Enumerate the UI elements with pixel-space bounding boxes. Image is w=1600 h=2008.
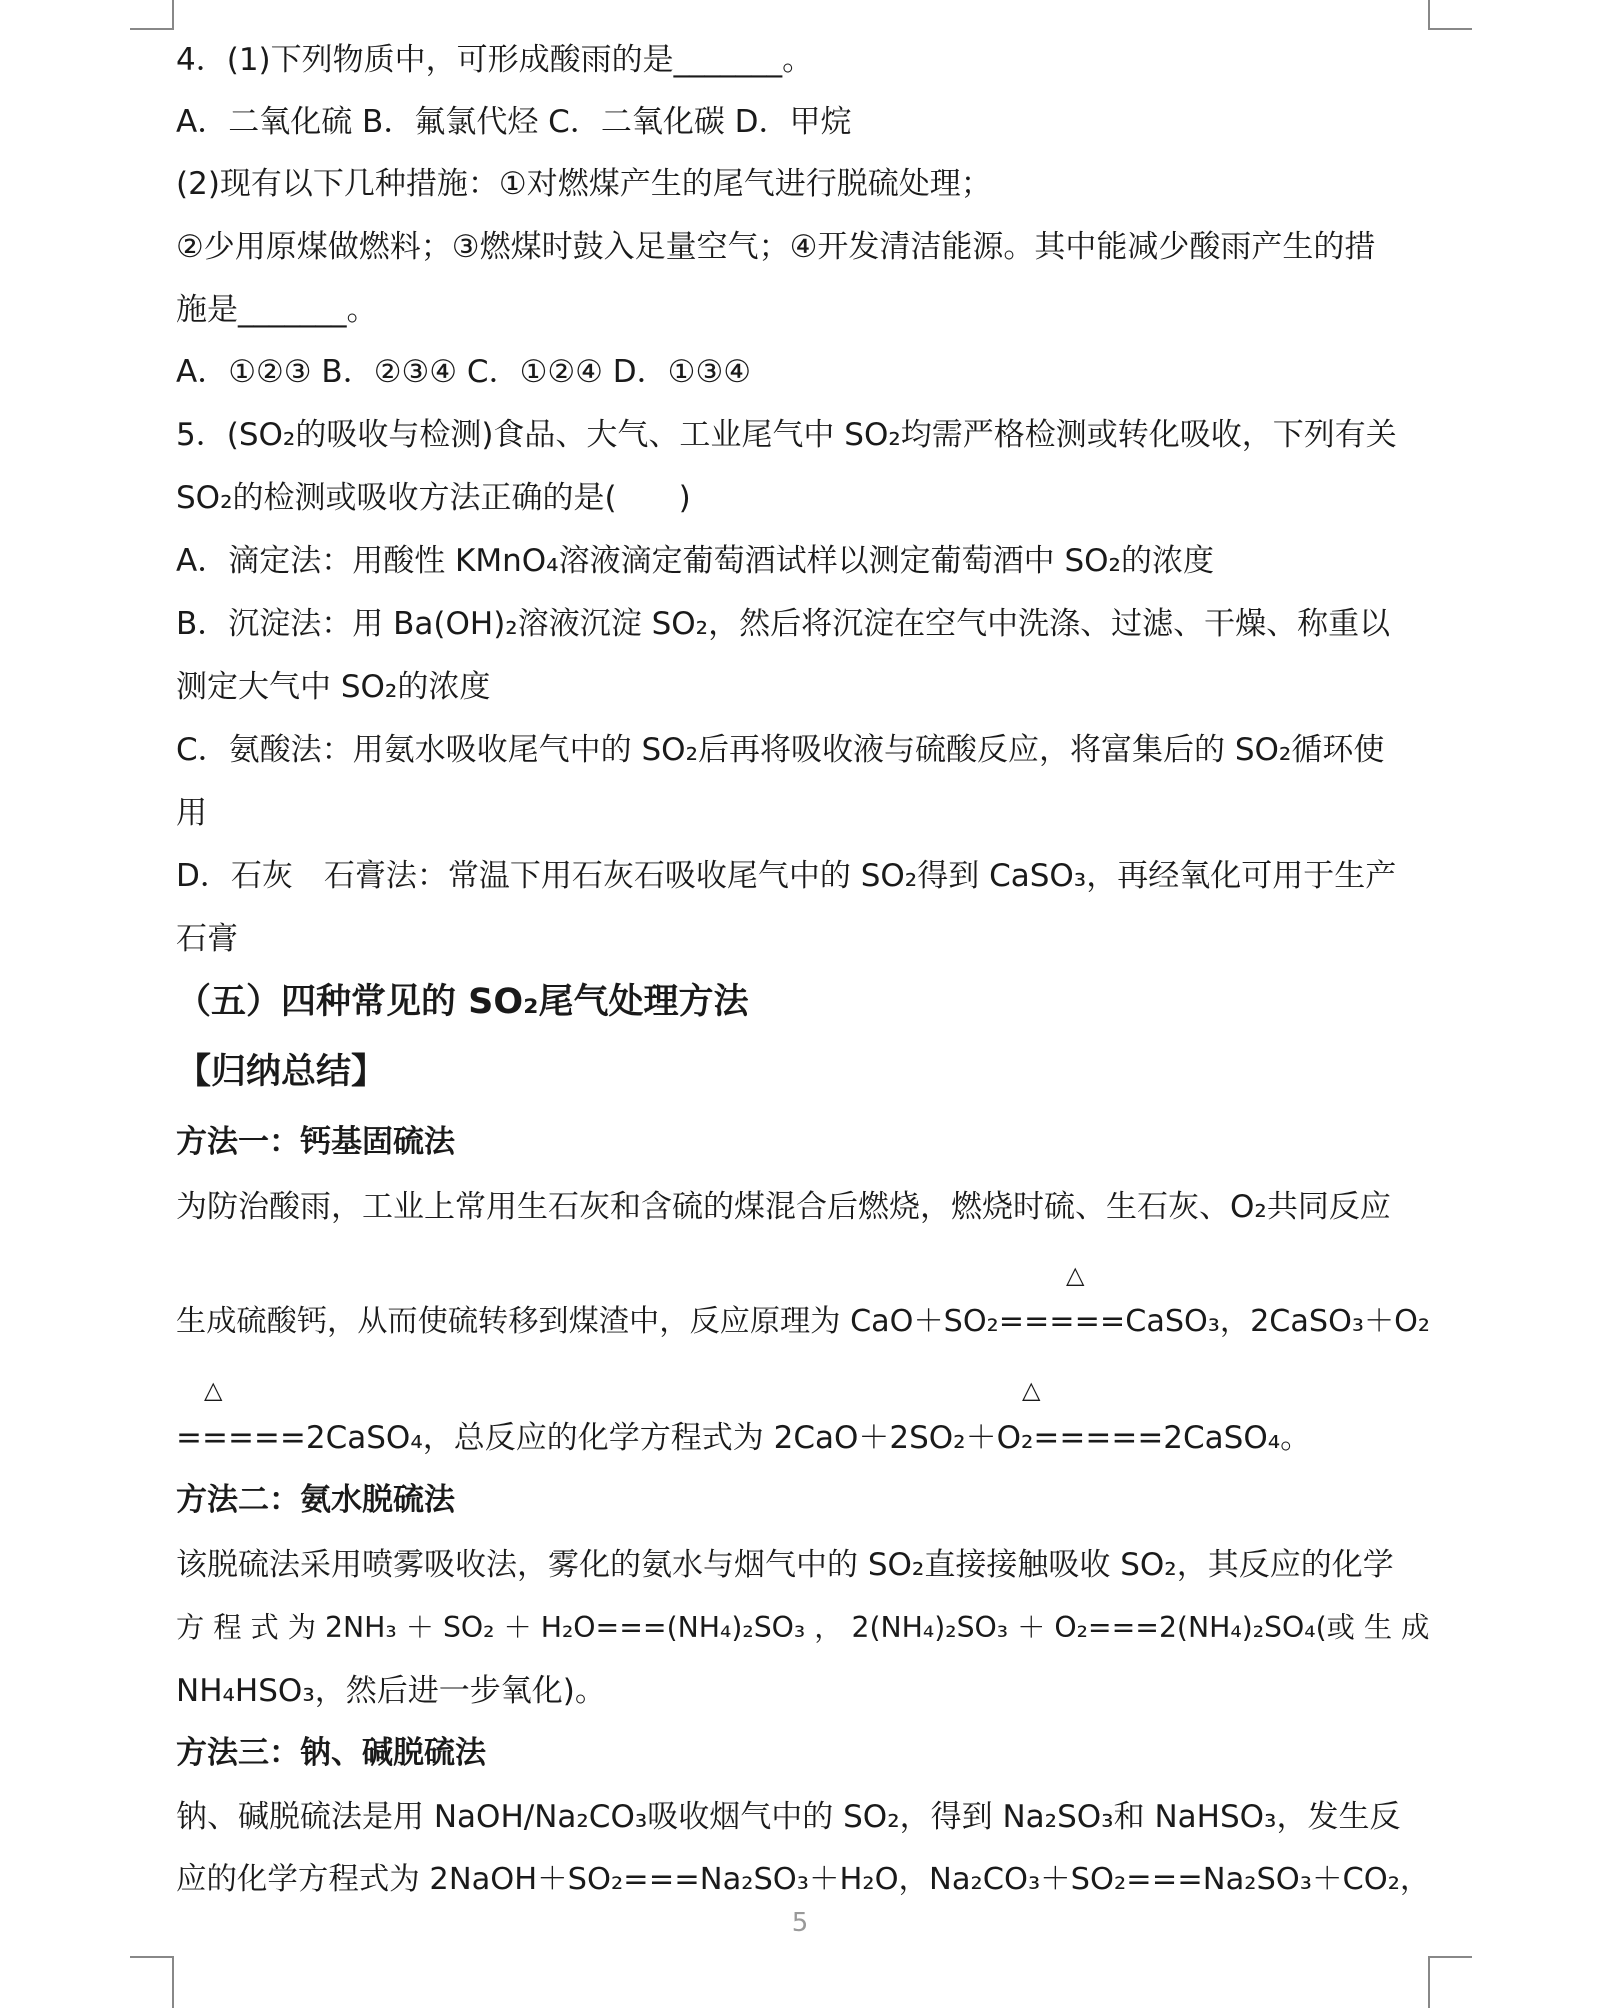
q5-option-c-line2: 用 bbox=[176, 795, 207, 831]
q5-option-a: A．滴定法：用酸性 KMnO₄溶液滴定葡萄酒试样以测定葡萄酒中 SO₂的浓度 bbox=[176, 543, 1214, 579]
method1-heading: 方法一：钙基固硫法 bbox=[176, 1124, 455, 1160]
q5-stem-line2: SO₂的检测或吸收方法正确的是( ) bbox=[176, 480, 691, 516]
q4-part2-line: (2)现有以下几种措施：①对燃煤产生的尾气进行脱硫处理； bbox=[176, 166, 992, 202]
heating-triangle-3: △ bbox=[1022, 1376, 1041, 1404]
q4-part2-measures: ②少用原煤做燃料；③燃煤时鼓入足量空气；④开发清洁能源。其中能减少酸雨产生的措 bbox=[176, 229, 1376, 265]
q4-part2-options: A．①②③ B．②③④ C．①②④ D．①③④ bbox=[176, 354, 752, 390]
crop-mark-top-left-h bbox=[130, 28, 174, 30]
method1-text-line3: =====2CaSO₄，总反应的化学方程式为 2CaO＋2SO₂＋O₂=====2CaSO₄。 bbox=[176, 1420, 1312, 1456]
method3-text-line2: 应的化学方程式为 2NaOH＋SO₂===Na₂SO₃＋H₂O，Na₂CO₃＋SO₂===Na₂SO₃＋CO₂， bbox=[176, 1862, 1431, 1897]
method2-text-line2: 方 程 式 为 2NH₃ ＋ SO₂ ＋ H₂O===(NH₄)₂SO₃ ， 2(NH₄)₂SO₃ ＋ O₂===2(NH₄)₂SO₄(或 生 成 bbox=[176, 1611, 1430, 1644]
heating-triangle-2: △ bbox=[204, 1376, 223, 1404]
method3-text-line1: 钠、碱脱硫法是用 NaOH/Na₂CO₃吸收烟气中的 SO₂，得到 Na₂SO₃和 NaHSO₃，发生反 bbox=[176, 1799, 1401, 1835]
crop-mark-top-left bbox=[172, 0, 174, 28]
q5-stem-line1: 5．(SO₂的吸收与检测)食品、大气、工业尾气中 SO₂均需严格检测或转化吸收，下列有关 bbox=[176, 417, 1397, 453]
crop-mark-bottom-right-h bbox=[1428, 1956, 1472, 1958]
crop-mark-bottom-left-h bbox=[130, 1956, 174, 1958]
method1-text-line2: 生成硫酸钙，从而使硫转移到煤渣中，反应原理为 CaO＋SO₂=====CaSO₃，2CaSO₃＋O₂ bbox=[176, 1304, 1431, 1339]
q4-part1-line: 4．(1)下列物质中，可形成酸雨的是_______。 bbox=[176, 42, 814, 78]
page-number: 5 bbox=[791, 1908, 809, 1938]
crop-mark-bottom-left bbox=[172, 1956, 174, 2008]
method3-heading: 方法三：钠、碱脱硫法 bbox=[176, 1735, 486, 1771]
q5-option-b-line1: B．沉淀法：用 Ba(OH)₂溶液沉淀 SO₂，然后将沉淀在空气中洗涤、过滤、干燥、称重以 bbox=[176, 606, 1391, 642]
method2-heading: 方法二：氨水脱硫法 bbox=[176, 1482, 455, 1518]
crop-mark-top-right bbox=[1428, 0, 1430, 28]
q5-option-d-line2: 石膏 bbox=[176, 921, 238, 957]
q5-option-b-line2: 测定大气中 SO₂的浓度 bbox=[176, 669, 491, 705]
q5-option-c-line1: C．氨酸法：用氨水吸收尾气中的 SO₂后再将吸收液与硫酸反应，将富集后的 SO₂循环使 bbox=[176, 732, 1385, 768]
summary-heading: 【归纳总结】 bbox=[176, 1052, 387, 1092]
q4-part2-blank: 施是_______。 bbox=[176, 292, 378, 328]
crop-mark-bottom-right bbox=[1428, 1956, 1430, 2008]
crop-mark-top-right-h bbox=[1428, 28, 1472, 30]
section-heading: （五）四种常见的 SO₂尾气处理方法 bbox=[176, 982, 749, 1022]
method1-text-line1: 为防治酸雨，工业上常用生石灰和含硫的煤混合后燃烧，燃烧时硫、生石灰、O₂共同反应 bbox=[176, 1189, 1391, 1225]
method2-text-line1: 该脱硫法采用喷雾吸收法，雾化的氨水与烟气中的 SO₂直接接触吸收 SO₂，其反应的化学 bbox=[176, 1547, 1394, 1583]
heating-triangle-1: △ bbox=[1066, 1261, 1085, 1289]
q4-part1-options: A．二氧化硫 B．氟氯代烃 C．二氧化碳 D．甲烷 bbox=[176, 104, 852, 140]
q5-option-d-line1: D．石灰 石膏法：常温下用石灰石吸收尾气中的 SO₂得到 CaSO₃，再经氧化可用于生产 bbox=[176, 858, 1397, 894]
method2-text-line3: NH₄HSO₃，然后进一步氧化)。 bbox=[176, 1673, 606, 1709]
